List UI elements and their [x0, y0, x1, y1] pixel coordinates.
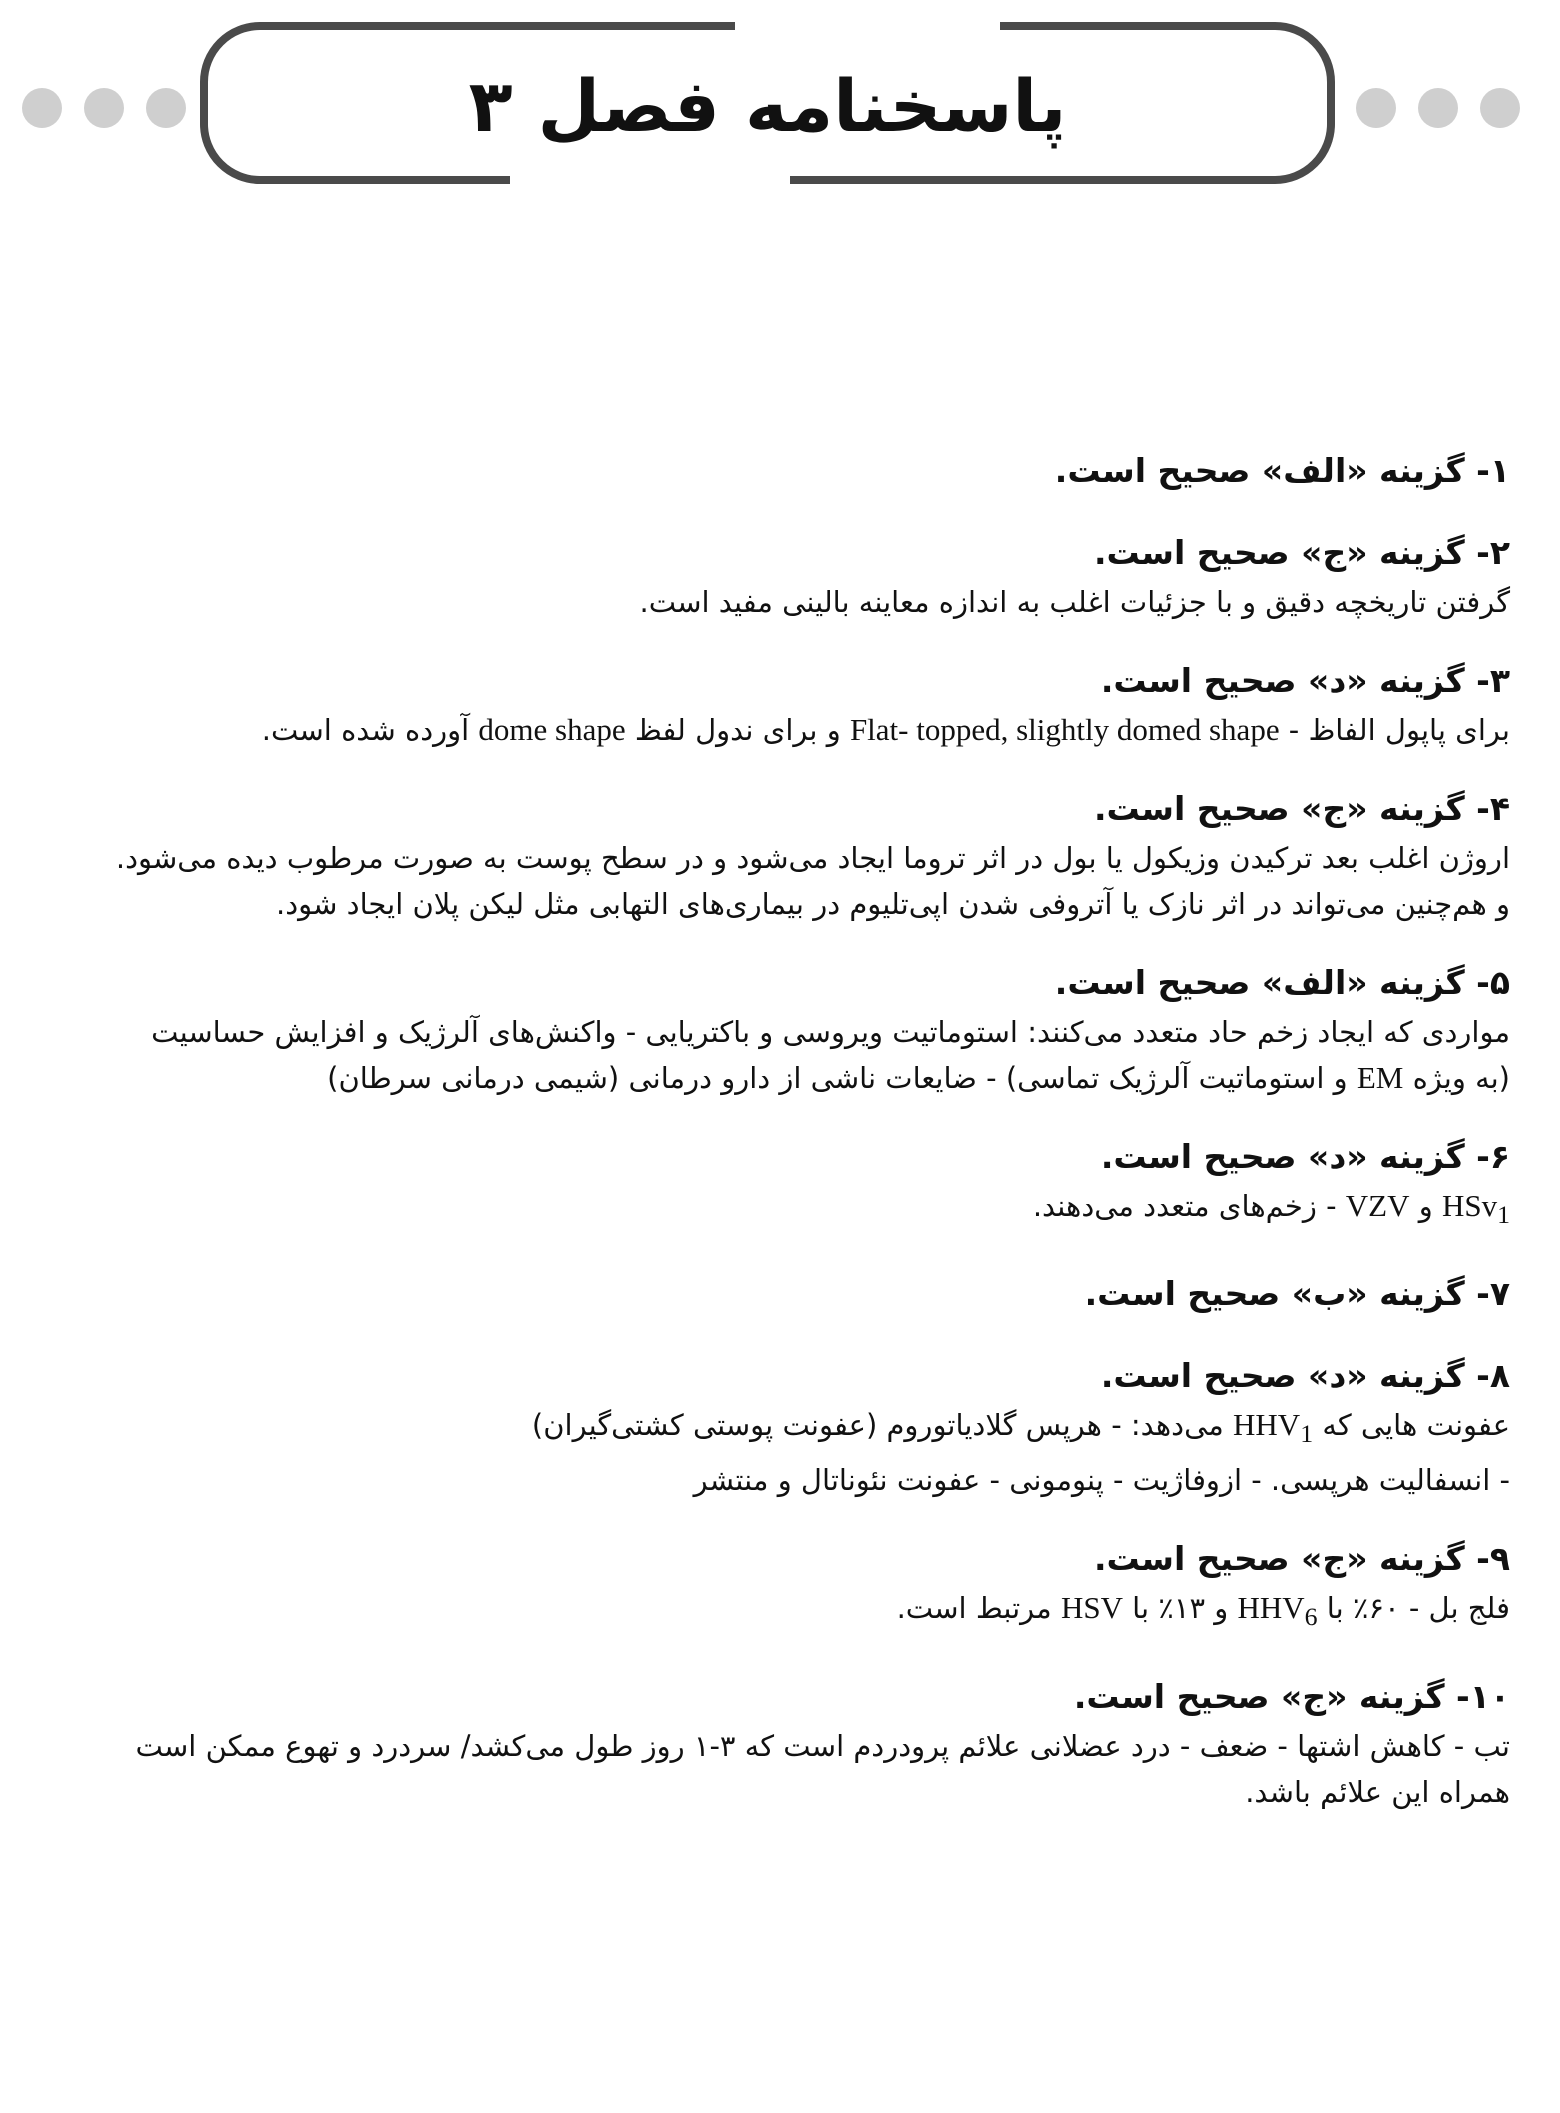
frame-gap-bottom — [510, 170, 790, 192]
decor-dots-left — [22, 88, 186, 128]
answer-item — [24, 1350, 1510, 1503]
answer-explanation: تب - کاهش اشتها - ضعف - درد عضلانی علائم پرودردم است که ۳-۱ روز طول می‌کشد/ سردرد و تهوع ممکن است — [135, 1728, 1510, 1763]
chapter-header — [0, 0, 1560, 200]
answer-heading: ۱- گزینه «الف» صحیح است. — [1054, 451, 1510, 490]
term-text: HHV — [1237, 1590, 1305, 1626]
text-run: می‌دهد: - هرپس گلادیاتوروم (عفونت پوستی کشتی‌گیران) — [531, 1408, 1234, 1443]
subscript: 6 — [1304, 1602, 1318, 1632]
decor-dot — [1418, 88, 1458, 128]
answer-heading: ۹- گزینه «ج» صحیح است. — [1094, 1539, 1510, 1579]
text-run: و استوماتیت آلرژیک تماسی) - ضایعات ناشی از دارو درمانی (شیمی درمانی سرطان) — [327, 1061, 1357, 1095]
answer-explanation — [24, 1585, 1510, 1640]
latin-term — [1237, 1590, 1318, 1632]
decor-dot — [84, 88, 124, 128]
answer-explanation: گرفتن تاریخچه دقیق و با جزئیات اغلب به اندازه معاینه بالینی مفید است. — [639, 585, 1510, 619]
subscript: 1 — [1497, 1200, 1510, 1230]
answer-item — [24, 1671, 1510, 1815]
answer-item — [24, 783, 1510, 927]
answer-item — [24, 957, 1510, 1101]
decor-dots-right — [1356, 88, 1520, 128]
subscript: 1 — [1300, 1419, 1314, 1449]
text-run: (به ویژه — [1403, 1061, 1510, 1095]
latin-term: Flat- topped, slightly domed shape — [849, 712, 1280, 747]
latin-term — [1441, 1188, 1510, 1230]
decor-dot — [1356, 88, 1396, 128]
answer-explanation: اروژن اغلب بعد ترکیدن وزیکول یا بول در اثر تروما ایجاد می‌شود و در سطح پوست به صورت مرطوب دیده می‌شود. — [115, 841, 1510, 875]
decor-dot — [22, 88, 62, 128]
answer-explanation: و هم‌چنین می‌تواند در اثر نازک یا آتروفی شدن اپی‌تلیوم در بیماری‌های التهابی مثل لیکن پلان ایجاد شود. — [276, 887, 1510, 921]
answer-item — [24, 1131, 1510, 1238]
decor-dot — [1480, 88, 1520, 128]
answer-heading: ۳- گزینه «د» صحیح است. — [1100, 661, 1510, 700]
answer-heading: ۱۰- گزینه «ج» صحیح است. — [1073, 1676, 1510, 1716]
answer-heading: ۸- گزینه «د» صحیح است. — [1100, 1356, 1510, 1396]
text-run: و — [1409, 1189, 1442, 1223]
text-run: آورده شده است. — [261, 713, 479, 747]
answer-heading: ۴- گزینه «ج» صحیح است. — [1094, 789, 1510, 828]
latin-term: HSV — [1060, 1590, 1123, 1626]
latin-term: EM — [1356, 1060, 1404, 1095]
term-text: HHV — [1233, 1407, 1301, 1443]
answer-item — [24, 445, 1510, 497]
term-text: HSv — [1441, 1188, 1498, 1223]
answer-item — [24, 655, 1510, 753]
answer-explanation: - انسفالیت هرپسی. - ازوفاژیت - پنومونی - عفونت نئوناتال و منتشر — [693, 1463, 1510, 1498]
text-run: عفونت هایی که — [1313, 1408, 1510, 1443]
page-title: پاسخنامه فصل ۳ — [468, 64, 1067, 148]
frame-gap-top — [735, 14, 1000, 36]
latin-term: VZV — [1345, 1188, 1410, 1223]
answer-item — [24, 1268, 1510, 1320]
answer-heading: ۷- گزینه «ب» صحیح است. — [1084, 1274, 1510, 1314]
decor-dot — [146, 88, 186, 128]
text-run: برای پاپول الفاظ - — [1279, 713, 1510, 747]
text-run: و ۱۳٪ با — [1122, 1591, 1238, 1626]
latin-term — [1233, 1407, 1314, 1449]
answer-explanation: همراه این علائم باشد. — [1245, 1774, 1510, 1809]
answer-heading: ۲- گزینه «ج» صحیح است. — [1094, 533, 1510, 572]
text-run: مرتبط است. — [896, 1591, 1061, 1626]
answer-explanation — [24, 1183, 1510, 1238]
answer-heading: ۶- گزینه «د» صحیح است. — [1100, 1137, 1510, 1176]
answer-explanation — [24, 707, 1510, 753]
text-run: و برای ندول لفظ — [625, 713, 850, 747]
answer-item — [24, 1533, 1510, 1640]
answer-explanation — [24, 1055, 1510, 1101]
answer-explanation: مواردی که ایجاد زخم حاد متعدد می‌کنند: استوماتیت ویروسی و باکتریایی - واکنش‌های آلرژیک و افزایش حساسیت — [151, 1015, 1510, 1049]
answer-list — [24, 445, 1510, 1845]
answer-item — [24, 527, 1510, 625]
latin-term: dome shape — [478, 712, 626, 747]
answer-explanation — [24, 1402, 1510, 1457]
text-run: - زخم‌های متعدد می‌دهند. — [1032, 1189, 1346, 1223]
answer-heading: ۵- گزینه «الف» صحیح است. — [1054, 963, 1510, 1002]
text-run: فلج بل - ۶۰٪ با — [1317, 1591, 1510, 1626]
